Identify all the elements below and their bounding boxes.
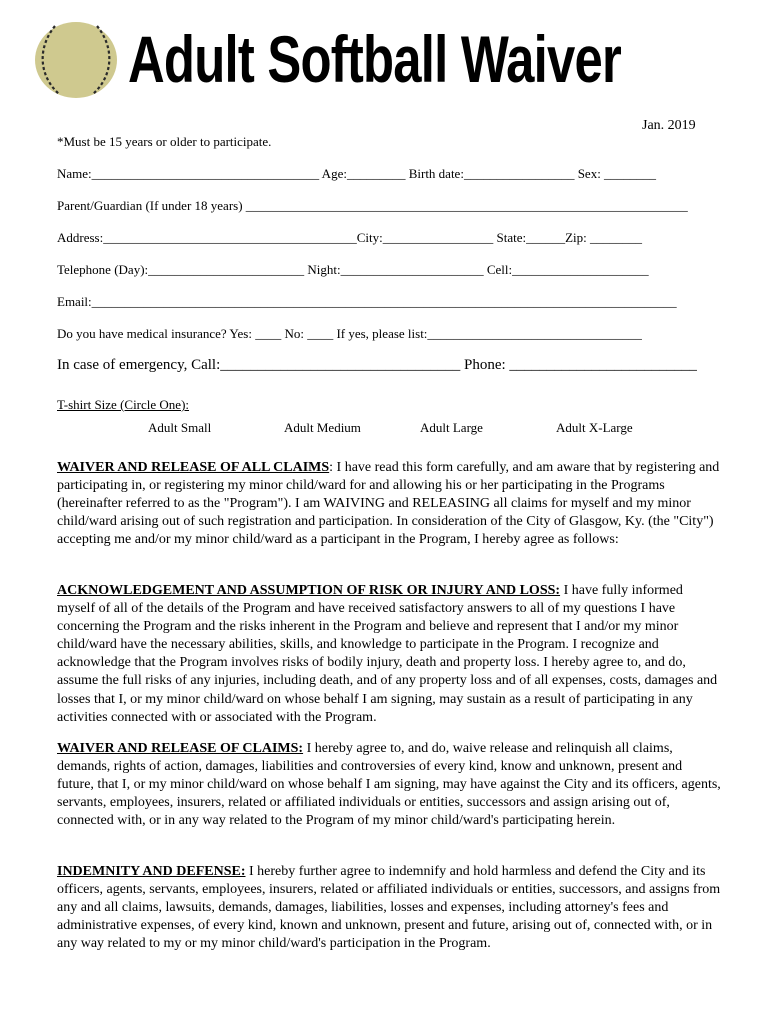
softball-icon: [33, 20, 119, 100]
age-requirement-note: *Must be 15 years or older to participate.: [57, 134, 272, 149]
guardian-line[interactable]: Parent/Guardian (If under 18 years) ____________________________________________________________________: [57, 198, 688, 213]
section-release-of-claims: [57, 740, 721, 830]
name-age-birthdate-sex-line[interactable]: Name:___________________________________ Age:_________ Birth date:_________________ Sex: ________: [57, 166, 657, 181]
page-title: Adult Softball Waiver: [128, 22, 622, 96]
section-text: I hereby further agree to indemnify and hold harmless and defend the City and its officers, agents, servants, employees, insurers, related or affiliated individuals or entities, successors, and assigns from any and all claims, lawsuits, demands, damages, liabilities, losses and expenses, including attorney's fees and administrative expenses, of every kind, known and unknown, present and future, arising out of, connected with, or in any way related to my or my minor child/ward's participation in the Program.: [57, 864, 721, 952]
tshirt-size-label: T-shirt Size (Circle One):: [57, 397, 190, 412]
tshirt-option-xlarge[interactable]: Adult X-Large: [556, 420, 633, 435]
section-text: I have fully informed myself of all of the details of the Program and have received satisfactory answers to all of my questions I have concerning the Program and the risks inherent in the Program and believe and represent that I and/or my minor child/ward have the necessary abilities, skills, and knowledge to participate in the Program. I recognize and acknowledge that the Program involves risks of bodily injury, death and property loss. I hereby agree to, and do, assume the full risks of any injuries, including death, and of any property loss and of all expenses, costs, damages and losses that I, or my minor child/ward on whose behalf I am signing, may sustain as a result of participating in any activities connected with or associated with the Program.: [57, 583, 718, 725]
tshirt-option-large[interactable]: Adult Large: [420, 420, 483, 435]
section-indemnity-defense: [57, 863, 721, 953]
address-line[interactable]: Address:_______________________________________City:_________________ State:______Zip: ________: [57, 230, 642, 245]
section-heading: ACKNOWLEDGEMENT AND ASSUMPTION OF RISK OR INJURY AND LOSS:: [57, 583, 561, 598]
section-assumption-of-risk: [57, 582, 721, 727]
section-text: : I have read this form carefully, and am aware that by registering and participating in, or registering my minor child/ward for and allowing his or her participating in the Programs (hereinafter referred to as the "Program"). I am WAIVING and RELEASING all claims for myself and my minor child/ward arising out of such registration and participation. In consideration of the City of Glasgow, Ky. (the "City") accepting me and/or my minor child/ward as a participant in the Program, I hereby agree as follows:: [57, 460, 720, 548]
form-date: Jan. 2019: [642, 118, 696, 133]
section-heading: WAIVER AND RELEASE OF CLAIMS:: [57, 741, 304, 756]
section-heading: INDEMNITY AND DEFENSE:: [57, 864, 246, 879]
email-line[interactable]: Email:__________________________________________________________________________________________: [57, 294, 677, 309]
section-waiver-all-claims: [57, 459, 721, 549]
tshirt-option-small[interactable]: Adult Small: [148, 420, 212, 435]
section-heading: WAIVER AND RELEASE OF ALL CLAIMS: [57, 460, 330, 475]
tshirt-option-medium[interactable]: Adult Medium: [284, 420, 361, 435]
emergency-contact-line[interactable]: In case of emergency, Call:________________________________ Phone: _________________________: [57, 357, 697, 373]
telephone-line[interactable]: Telephone (Day):________________________ Night:______________________ Cell:_____________________: [57, 262, 649, 277]
medical-insurance-line[interactable]: Do you have medical insurance? Yes: ____ No: ____ If yes, please list:_________________________________: [57, 326, 642, 341]
section-text: I hereby agree to, and do, waive release and relinquish all claims, demands, rights of action, damages, liabilities and controversies of every kind, know and unknown, present and future, that I, or my minor child/ward on whose behalf I am signing, may have against the City and its officers, agents, servants, employees, insurers, related or affiliated individuals or entities, successors and assign arising out of, connected with, or in any way related to the Program of my minor child/ward's participating herein.: [57, 741, 721, 829]
